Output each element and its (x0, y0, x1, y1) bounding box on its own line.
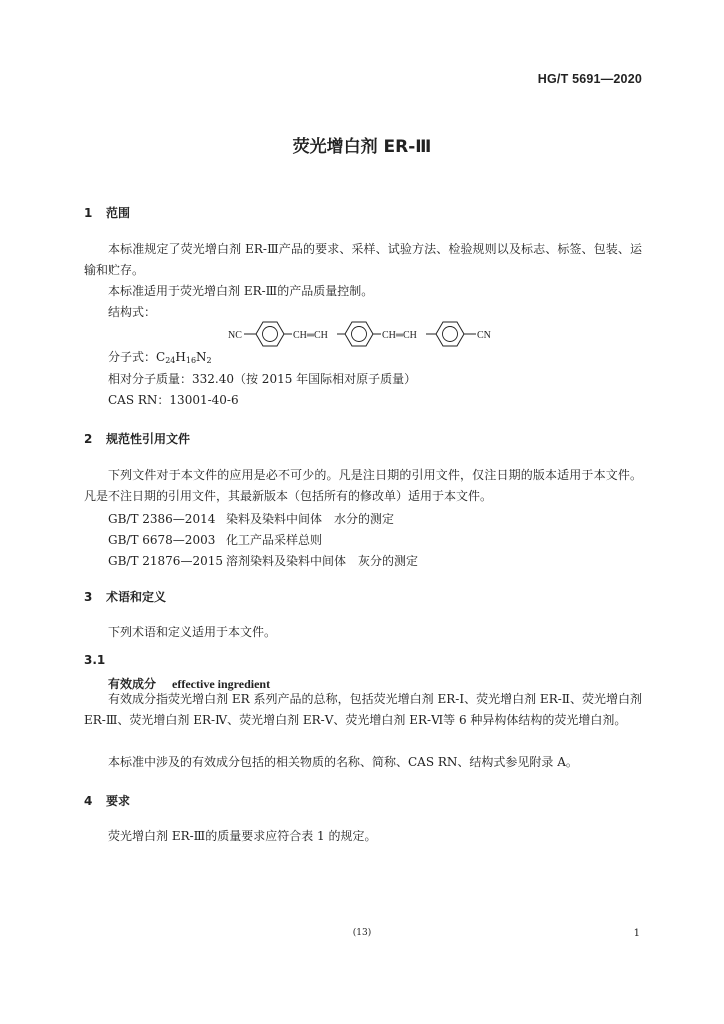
vinylene-label-2: CH═CH (382, 330, 417, 341)
section-4-heading (84, 792, 130, 809)
section-title: 术语和定义 (106, 590, 167, 604)
reference-name: 化工产品采样总则 (226, 533, 323, 547)
term-note: 本标准中涉及的有效成分包括的相关物质的名称、简称、CAS RN、结构式参见附录 A。 (108, 755, 578, 769)
section-2-paragraph-1: 下列文件对于本文件的应用是必不可少的。凡是注日期的引用文件，仅注日期的版本适用于本文件。凡是不注日期的引用文件，其最新版本（包括所有的修改单）适用于本文件。 (84, 468, 642, 503)
formula-label: 分子式： (108, 350, 157, 364)
benzene-ring-2 (345, 322, 373, 346)
section-number: 2 (84, 432, 93, 446)
section-3-paragraph-1: 下列术语和定义适用于本文件。 (108, 625, 277, 639)
reference-code: GB/T 6678—2003 (108, 533, 216, 547)
formula-carbon-count: 24 (165, 356, 176, 365)
reference-name: 溶剂染料及染料中间体 灰分的测定 (226, 554, 419, 568)
section-number: 3 (84, 590, 93, 604)
formula-carbon: C (156, 350, 166, 364)
standard-code: HG/T 5691—2020 (537, 72, 642, 86)
term-definition: 有效成分指荧光增白剂 ER 系列产品的总称，包括荧光增白剂 ER-Ⅰ、荧光增白剂 ER-Ⅱ、荧光增白剂 ER-Ⅲ、荧光增白剂 ER-Ⅳ、荧光增白剂 ER-Ⅴ、荧光增白剂 ER-Ⅵ等 6 种异构体结构的荧光增白剂。 (84, 692, 642, 727)
reference-code: GB/T 21876—2015 (108, 554, 223, 568)
document-title: 荧光增白剂 ER-Ⅲ (292, 137, 432, 157)
molecular-mass: 相对分子质量：332.40（按 2015 年国际相对原子质量） (108, 372, 417, 386)
section-2-heading (84, 430, 190, 447)
reference-code: GB/T 2386—2014 (108, 512, 216, 526)
formula-hydrogen: H (175, 350, 186, 364)
vinylene-label-1: CH═CH (293, 330, 328, 341)
section-title: 要求 (106, 794, 131, 808)
page-number: 1 (633, 928, 640, 939)
section-1-heading (84, 204, 130, 221)
molecular-formula (108, 347, 212, 371)
section-4-paragraph-1: 荧光增白剂 ER-Ⅲ的质量要求应符合表 1 的规定。 (108, 829, 377, 843)
term-english: effective ingredient (172, 677, 271, 691)
cas-number: CAS RN：13001-40-6 (108, 393, 239, 407)
nc-group-label: NC (228, 330, 242, 341)
reference-item (108, 552, 418, 569)
section-number: 4 (84, 794, 93, 808)
section-number: 1 (84, 206, 93, 220)
term-chinese: 有效成分 (108, 677, 157, 691)
reference-item (108, 531, 322, 548)
structural-formula (224, 316, 514, 352)
structure-label: 结构式： (108, 305, 157, 319)
benzene-ring-3 (436, 322, 464, 346)
subsection-3-1-number: 3.1 (84, 653, 106, 667)
section-1-paragraph-2: 本标准适用于荧光增白剂 ER-Ⅲ的产品质量控制。 (108, 284, 374, 298)
formula-nitrogen-count: 2 (206, 356, 212, 365)
cn-group-label: CN (477, 330, 491, 341)
section-title: 规范性引用文件 (106, 432, 191, 446)
benzene-ring-1 (256, 322, 284, 346)
section-1-paragraph-1: 本标准规定了荧光增白剂 ER-Ⅲ产品的要求、采样、试验方法、检验规则以及标志、标签、包装、运输和贮存。 (84, 242, 642, 277)
page-marker: (13) (352, 928, 372, 938)
reference-name: 染料及染料中间体 水分的测定 (226, 512, 395, 526)
formula-hydrogen-count: 16 (185, 356, 197, 365)
reference-item (108, 510, 394, 527)
formula-nitrogen: N (196, 350, 207, 364)
section-3-heading (84, 588, 166, 605)
section-title: 范围 (106, 206, 131, 220)
